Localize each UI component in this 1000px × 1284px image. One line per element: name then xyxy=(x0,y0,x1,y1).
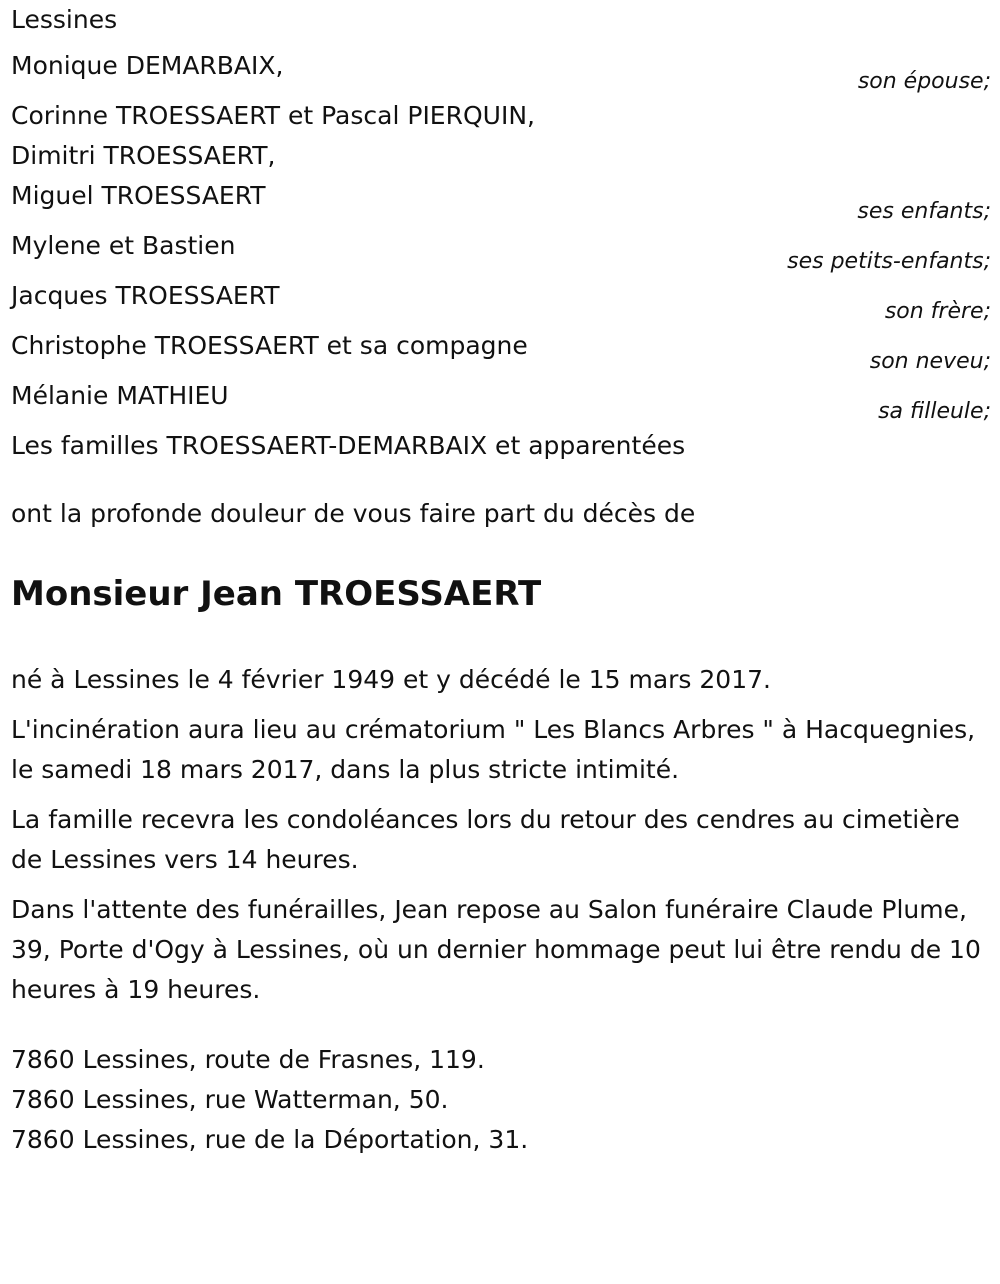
family-name-line: Miguel TROESSAERT xyxy=(11,181,266,210)
family-role: son frère; xyxy=(884,299,991,324)
announcement-text: ont la profonde douleur de vous faire part du décès de xyxy=(11,499,696,528)
obituary-notice xyxy=(11,0,991,1160)
family-name-line: Mélanie MATHIEU xyxy=(11,381,229,410)
family-name-line: Monique DEMARBAIX, xyxy=(11,51,284,80)
family-role: ses petits-enfants; xyxy=(787,249,991,274)
family-role: ses enfants; xyxy=(857,199,991,224)
family-name-line: Dimitri TROESSAERT, xyxy=(11,141,276,170)
condolences-paragraph: La famille recevra les condoléances lors du retour des cendres au cimetière de Lessines vers 14 heures. xyxy=(11,805,960,874)
family-role: sa filleule; xyxy=(878,399,991,424)
city-heading: Lessines xyxy=(11,5,118,34)
family-role: son épouse; xyxy=(857,69,991,94)
address-line: 7860 Lessines, route de Frasnes, 119. xyxy=(11,1045,485,1074)
family-name-line: Jacques TROESSAERT xyxy=(11,281,280,310)
address-line: 7860 Lessines, rue de la Déportation, 31. xyxy=(11,1125,529,1154)
address-list xyxy=(11,1040,991,1160)
families-line: Les familles TROESSAERT-DEMARBAIX et apparentées xyxy=(11,431,686,460)
family-name-line: Corinne TROESSAERT et Pascal PIERQUIN, xyxy=(11,101,535,130)
family-name-line: Christophe TROESSAERT et sa compagne xyxy=(11,331,528,360)
funeral-home-paragraph: Dans l'attente des funérailles, Jean repose au Salon funéraire Claude Plume, 39, Porte d'Ogy à Lessines, où un dernier hommage peut lui être rendu de 10 heures à 19 heures. xyxy=(11,895,981,1004)
cremation-paragraph: L'incinération aura lieu au crématorium " Les Blancs Arbres " à Hacquegnies, le samedi 18 mars 2017, dans la plus stricte intimité. xyxy=(11,715,976,784)
birth-death-paragraph: né à Lessines le 4 février 1949 et y décédé le 15 mars 2017. xyxy=(11,665,771,694)
address-line: 7860 Lessines, rue Watterman, 50. xyxy=(11,1085,449,1114)
family-name-line: Mylene et Bastien xyxy=(11,231,236,260)
family-role: son neveu; xyxy=(869,349,991,374)
deceased-name: Monsieur Jean TROESSAERT xyxy=(11,574,542,614)
